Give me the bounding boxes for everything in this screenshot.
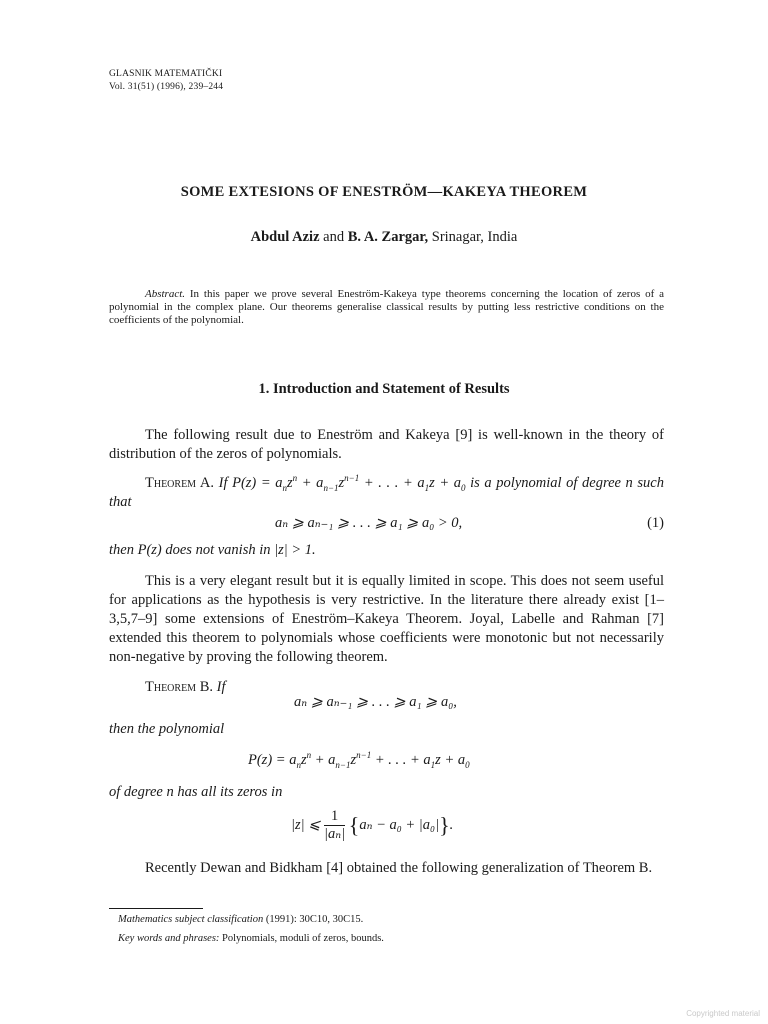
fraction-numerator: 1 (324, 808, 345, 826)
theorem-b-condition: aₙ ⩾ aₙ₋₁ ⩾ . . . ⩾ a₁ ⩾ a₀, (294, 694, 457, 710)
bound-lhs: |z| ⩽ (291, 816, 325, 833)
journal-header (109, 68, 223, 94)
msc-text: (1991): 30C10, 30C15. (263, 914, 364, 925)
section-heading: 1. Introduction and Statement of Results (258, 381, 510, 397)
keywords-label: Key words and phrases: (118, 933, 220, 944)
theorem-a-if: If P(z) = (218, 475, 276, 491)
abstract-label: Abstract. (145, 288, 186, 300)
authors-line (0, 229, 768, 246)
left-brace: { (348, 812, 360, 838)
footnote-keywords (118, 932, 384, 945)
right-brace: } (439, 812, 450, 838)
journal-volume: Vol. 31(51) (1996), 239–244 (109, 82, 224, 92)
msc-label: Mathematics subject classification (118, 914, 264, 925)
theorem-a-polynomial: $a_nz^n + a_{n-1}z^{n-1}$ + . . . + $a_1z + a_0$ (275, 473, 466, 493)
theorem-b-degree: of degree n has all its zeros in (109, 784, 283, 800)
theorem-b-if: If (216, 679, 226, 695)
theorem-b-label: Theorem B. (145, 679, 214, 695)
watermark: Copyrighted material (686, 1009, 760, 1018)
bound-inner: aₙ − a₀ + |a₀| (359, 816, 440, 833)
theorem-b-poly-lhs: P(z) = (248, 752, 290, 768)
paragraph-3: Recently Dewan and Bidkham [4] obtained the following generalization of Theorem B. (145, 860, 653, 876)
author-1: Abdul Aziz (250, 229, 320, 245)
bound-fraction (324, 808, 345, 843)
theorem-b-polynomial: $P(z) = a_nz^n + a_{n-1}z^{n-1}$ + . . . + $a_1z + a_0$ (248, 750, 470, 770)
author-2: B. A. Zargar, (347, 229, 429, 245)
paragraph-2: This is a very elegant result but it is equally limited in scope. This does not seem useful for applications as the hypothesis is very restrictive. In the literature there already exist [1–3,5,7–9] some extensions of Eneström–Kakeya Theorem. Joyal, Labelle and Rahman [7] extended this theorem to polynomials whose coefficients were monotonic but not necessarily non-negative by proving the following theorem. (109, 573, 664, 665)
theorem-a-condition: aₙ ⩾ aₙ₋₁ ⩾ . . . ⩾ a₁ ⩾ a₀ > 0, (275, 515, 463, 531)
authors-and: and (319, 229, 348, 245)
authors-place: Srinagar, India (428, 229, 518, 245)
fraction-denominator: |aₙ| (324, 826, 346, 842)
abstract-text: In this paper we prove several Eneström-Kakeya type theorems concerning the location of zeros of a polynomial in the complex plane. Our theorems generalise classical results by putting less restrictive conditions on the coefficients of the polynomial. (109, 288, 664, 326)
paper-title: SOME EXTESIONS OF ENESTRÖM—KAKEYA THEOREM (180, 184, 588, 200)
footnote-msc (118, 913, 363, 926)
intro-paragraph: The following result due to Eneström and Kakeya [9] is well-known in the theory of distribution of the zeros of polynomials. (109, 427, 664, 462)
bound-end: . (449, 816, 454, 833)
theorem-b-then: then the polynomial (109, 721, 225, 737)
theorem-a-statement (109, 474, 664, 512)
keywords-text: Polynomials, moduli of zeros, bounds. (219, 933, 384, 944)
journal-name: GLASNIK MATEMATIČKI (109, 69, 223, 79)
theorem-a-label: Theorem A. (145, 475, 214, 491)
theorem-a-degree: is a polynomial of degree n such that (109, 475, 664, 510)
theorem-a-conclusion: then P(z) does not vanish in |z| > 1. (109, 542, 316, 558)
abstract (109, 288, 664, 327)
theorem-b-bound (291, 808, 453, 843)
footnote-rule (109, 908, 203, 909)
equation-number-1: (1) (647, 515, 664, 531)
